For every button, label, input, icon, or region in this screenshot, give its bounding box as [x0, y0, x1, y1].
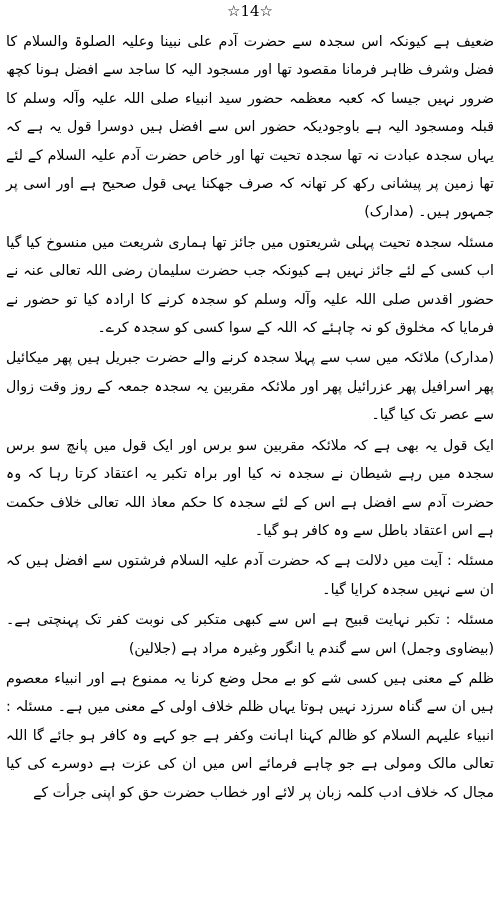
page-body: [0, 22, 500, 807]
paragraph-5: مسئلہ : آیت میں دلالت ہے کہ حضرت آدم علیہ السلام فرشتوں سے افضل ہیں کہ ان سے نہیں سجدہ کرایا گیا۔: [6, 553, 494, 598]
paragraph-3: (مدارک) ملائکہ میں سب سے پہلا سجدہ کرنے والے حضرت جبریل ہیں پھر میکائیل پھر اسرافیل پھر عزرائیل پھر اور ملائکہ مقربین یہ سجدہ جمعہ کے روز وقت زوال سے عصر تک کیا گیا۔: [6, 350, 494, 424]
paragraph-2: مسئلہ سجدہ تحیت پہلی شریعتوں میں جائز تھا ہماری شریعت میں منسوخ کیا گیا اب کسی کے لئے جائز نہیں ہے کیونکہ جب حضرت سلیمان رضی اللہ تعالی عنہ نے حضور اقدس صلی اللہ علیہ وآلہ وسلم کو سجدہ کرنے کا ارادہ کیا تو حضور نے فرمایا کہ مخلوق کو نہ چاہئے کہ اللہ کے سوا کسی کو سجدہ کرے۔: [6, 234, 494, 337]
paragraph-6: مسئلہ : تکبر نہایت قبیح ہے اس سے کبھی متکبر کی نوبت کفر تک پہنچتی ہے۔ (بیضاوی وجمل) اس سے گندم یا انگور وغیرہ مراد ہے (جلالین): [6, 612, 494, 657]
paragraph-1: ضعیف ہے کیونکہ اس سجدہ سے حضرت آدم علی نبینا وعلیہ الصلوۃ والسلام کا فضل وشرف ظاہر فرمانا مقصود تھا اور مسجود الیہ کا ساجد سے افضل ہونا کچھ ضرور نہیں جیسا کہ کعبہ معظمہ حضور سید انبیاء صلی اللہ علیہ وآلہ وسلم کا قبلہ ومسجود الیہ ہے باوجودیکہ حضور اس سے افضل ہیں دوسرا قول یہ ہے کہ یہاں سجدہ عبادت نہ تھا سجدہ تحیت تھا اور خاص حضرت آدم علیہ السلام کے لئے تھا زمین پر پیشانی رکھ کر تھانہ کہ صرف جھکنا یہی قول صحیح ہے اور اسی پر جمہور ہیں۔ (مدارک): [6, 34, 494, 221]
paragraph-4: ایک قول یہ بھی ہے کہ ملائکہ مقربین سو برس اور ایک قول میں پانچ سو برس سجدہ میں رہے شیطان نے سجدہ نہ کیا اور براہ تکبر یہ اعتقاد کرتا رہا کہ وہ حضرت آدم سے افضل ہے اس کے لئے سجدہ کا حکم معاذ اللہ تعالی خلاف حکمت ہے اس اعتقاد باطل سے وہ کافر ہو گیا۔: [6, 437, 494, 539]
page-number-header: ☆14☆: [227, 2, 273, 20]
paragraph-7: ظلم کے معنی ہیں کسی شے کو بے محل وضع کرنا یہ ممنوع ہے اور انبیاء معصوم ہیں ان سے گناہ سرزد نہیں ہوتا یہاں ظلم خلاف اولی کے معنی میں ہے۔ مسئلہ : انبیاء علیہم السلام کو ظالم کہنا اہانت وکفر ہے جو کہے وہ کافر ہو جائے گا اللہ تعالی مالک ومولی ہے جو چاہے فرمائے اس میں ان کی عزت ہے دوسرے کی کیا مجال کہ خلاف ادب کلمہ زبان پر لائے اور خطاب حضرت حق کو اپنی جرأت کے: [6, 670, 494, 801]
